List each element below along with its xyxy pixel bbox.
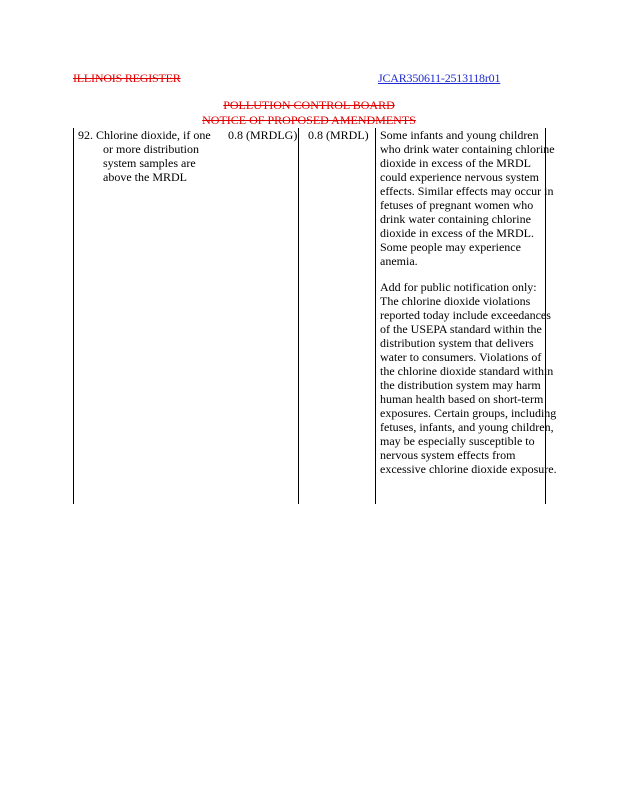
table-divider-1 xyxy=(298,128,299,504)
contaminant-line: or more distribution xyxy=(103,142,199,156)
health-effects-cell xyxy=(380,128,558,476)
mrdlg-cell: 0.8 (MRDLG) xyxy=(228,128,298,142)
contaminant-cell xyxy=(78,128,228,184)
table-left-border xyxy=(73,128,74,504)
agency-title: POLLUTION CONTROL BOARD xyxy=(223,98,395,112)
register-title: ILLINOIS REGISTER xyxy=(73,71,181,85)
health-effects-text: Some infants and young children who drink water containing chlorine dioxide in excess of the MRDL could experience nervous system effects. Similar effects may occur in fetuses of pregnant women who drink water containing chlorine dioxide in excess of the MRDL. Some people may experience anemia. xyxy=(380,128,555,268)
contaminant-line: 92. Chlorine dioxide, if one xyxy=(78,128,211,142)
public-notification-text: Add for public notification only: The chlorine dioxide violations reported today include exceedances of the USEPA standard within the distribution system that delivers water to consumers. Violations of the chlorine dioxide standard within the distribution system may harm human health based on short-term exposures. Certain groups, including fetuses, infants, and young children, may be especially susceptible to nervous system effects from excessive chlorine dioxide exposure. xyxy=(380,280,557,476)
jcar-reference-link[interactable]: JCAR350611-2513118r01 xyxy=(378,71,501,85)
table-divider-2 xyxy=(375,128,376,504)
mrdl-cell: 0.8 (MRDL) xyxy=(308,128,369,142)
notice-title: NOTICE OF PROPOSED AMENDMENTS xyxy=(202,113,416,127)
contaminant-line: above the MRDL xyxy=(103,170,187,184)
contaminant-line: system samples are xyxy=(103,156,196,170)
